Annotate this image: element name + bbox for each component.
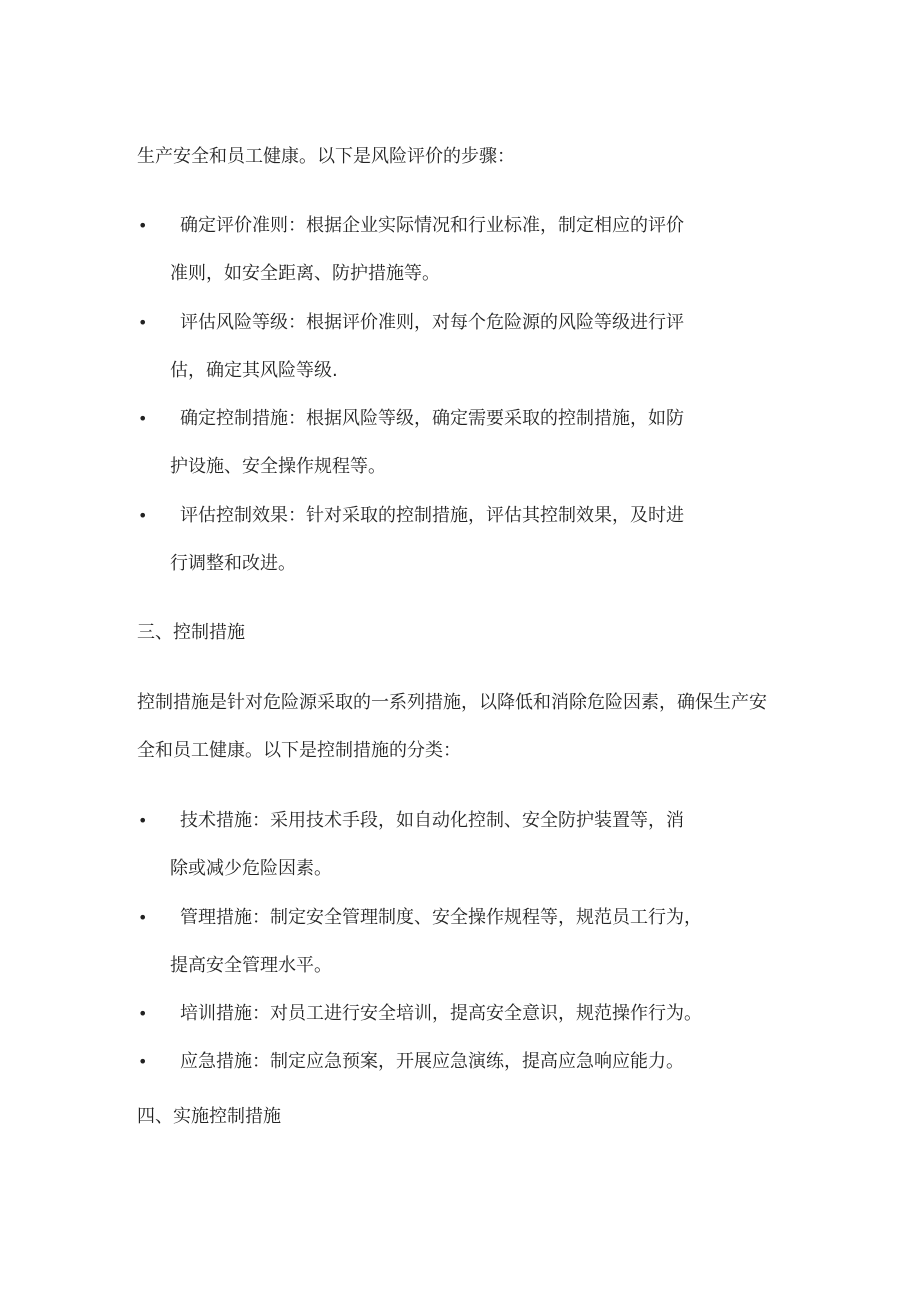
measure-3-line1: 培训措施：对员工进行安全培训，提高安全意识，规范操作行为。	[180, 1003, 702, 1024]
intro-line: 生产安全和员工健康。以下是风险评价的步骤：	[137, 146, 515, 167]
bullet: •	[138, 811, 148, 830]
bullet: •	[138, 506, 148, 525]
measure-2-line2: 提高安全管理水平。	[170, 955, 332, 976]
bullet: •	[138, 908, 148, 927]
bullet: •	[138, 409, 148, 428]
step-2-line1: 评估风险等级：根据评价准则，对每个危险源的风险等级进行评	[180, 312, 684, 333]
bullet: •	[138, 1004, 148, 1023]
section-3-heading: 三、控制措施	[137, 622, 245, 643]
measure-4-line1: 应急措施：制定应急预案，开展应急演练，提高应急响应能力。	[180, 1051, 684, 1072]
step-1-line2: 准则，如安全距离、防护措施等。	[170, 263, 440, 284]
section-3-para-line1: 控制措施是针对危险源采取的一系列措施，以降低和消除危险因素，确保生产安	[137, 692, 767, 713]
step-3-line1: 确定控制措施：根据风险等级，确定需要采取的控制措施，如防	[180, 408, 684, 429]
step-1-line1: 确定评价准则：根据企业实际情况和行业标准，制定相应的评价	[180, 215, 684, 236]
step-3-line2: 护设施、安全操作规程等。	[170, 456, 386, 477]
section-3-para-line2: 全和员工健康。以下是控制措施的分类：	[137, 740, 461, 761]
bullet: •	[138, 313, 148, 332]
section-4-heading: 四、实施控制措施	[137, 1106, 281, 1127]
measure-1-line2: 除或减少危险因素。	[170, 858, 332, 879]
step-4-line1: 评估控制效果：针对采取的控制措施，评估其控制效果，及时进	[180, 505, 684, 526]
measure-1-line1: 技术措施：采用技术手段，如自动化控制、安全防护装置等，消	[180, 810, 684, 831]
step-4-line2: 行调整和改进。	[170, 553, 296, 574]
step-2-line2: 估，确定其风险等级.	[170, 360, 338, 381]
measure-2-line1: 管理措施：制定安全管理制度、安全操作规程等，规范员工行为，	[180, 907, 702, 928]
bullet: •	[138, 216, 148, 235]
bullet: •	[138, 1052, 148, 1071]
